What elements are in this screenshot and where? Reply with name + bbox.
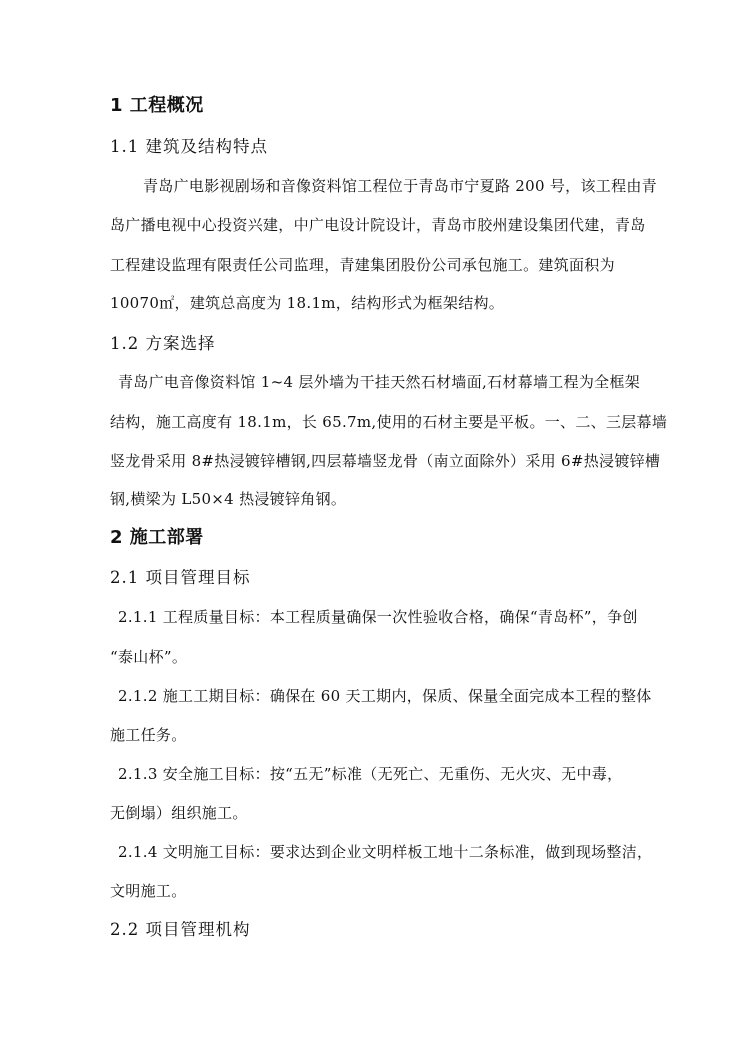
goal-item-line: 无倒塌）组织施工。 [110,804,248,822]
paragraph-line: 工程建设监理有限责任公司监理，青建集团股份公司承包施工。建筑面积为 [110,256,615,274]
paragraph-line: 结构，施工高度有 18.1m，长 65.7m,使用的石材主要是平板。一、二、三层幕墙 [110,413,668,431]
paragraph-line: 青岛广电音像资料馆 1~4 层外墙为干挂天然石材墙面,石材幕墙工程为全框架 [118,373,641,391]
goal-item-line: 文明施工。 [110,882,187,900]
paragraph-line: 10070㎡，建筑总高度为 18.1m，结构形式为框架结构。 [110,294,505,312]
goal-item-line: 2.1.4 文明施工目标：要求达到企业文明样板工地十二条标准，做到现场整洁， [118,843,653,861]
section-2-2-heading: 2.2 项目管理机构 [110,920,251,939]
paragraph-line: 竖龙骨采用 8#热浸镀锌槽钢,四层幕墙竖龙骨（南立面除外）采用 6#热浸镀锌槽 [110,452,661,470]
paragraph-line: 岛广播电视中心投资兴建，中广电设计院设计，青岛市胶州建设集团代建，青岛 [110,216,646,234]
paragraph-line: 钢,横梁为 L50×4 热浸镀锌角钢。 [110,490,347,508]
section-1-1-heading: 1.1 建筑及结构特点 [110,137,268,156]
section-2-1-heading: 2.1 项目管理目标 [110,568,251,587]
goal-item-line: 2.1.3 安全施工目标：按“五无”标准（无死亡、无重伤、无火灾、无中毒， [118,765,623,783]
section-2-heading: 2 施工部署 [110,527,204,548]
goal-item-line: 2.1.1 工程质量目标：本工程质量确保一次性验收合格，确保“青岛杯”，争创 [118,608,638,626]
goal-item-line: “泰山杯”。 [110,648,188,666]
goal-item-line: 施工任务。 [110,726,187,744]
section-1-2-heading: 1.2 方案选择 [110,334,216,353]
section-1-heading: 1 工程概况 [110,95,204,116]
paragraph-line: 青岛广电影视剧场和音像资料馆工程位于青岛市宁夏路 200 号，该工程由青 [143,177,657,195]
goal-item-line: 2.1.2 施工工期目标：确保在 60 天工期内，保质、保量全面完成本工程的整体 [118,687,652,705]
